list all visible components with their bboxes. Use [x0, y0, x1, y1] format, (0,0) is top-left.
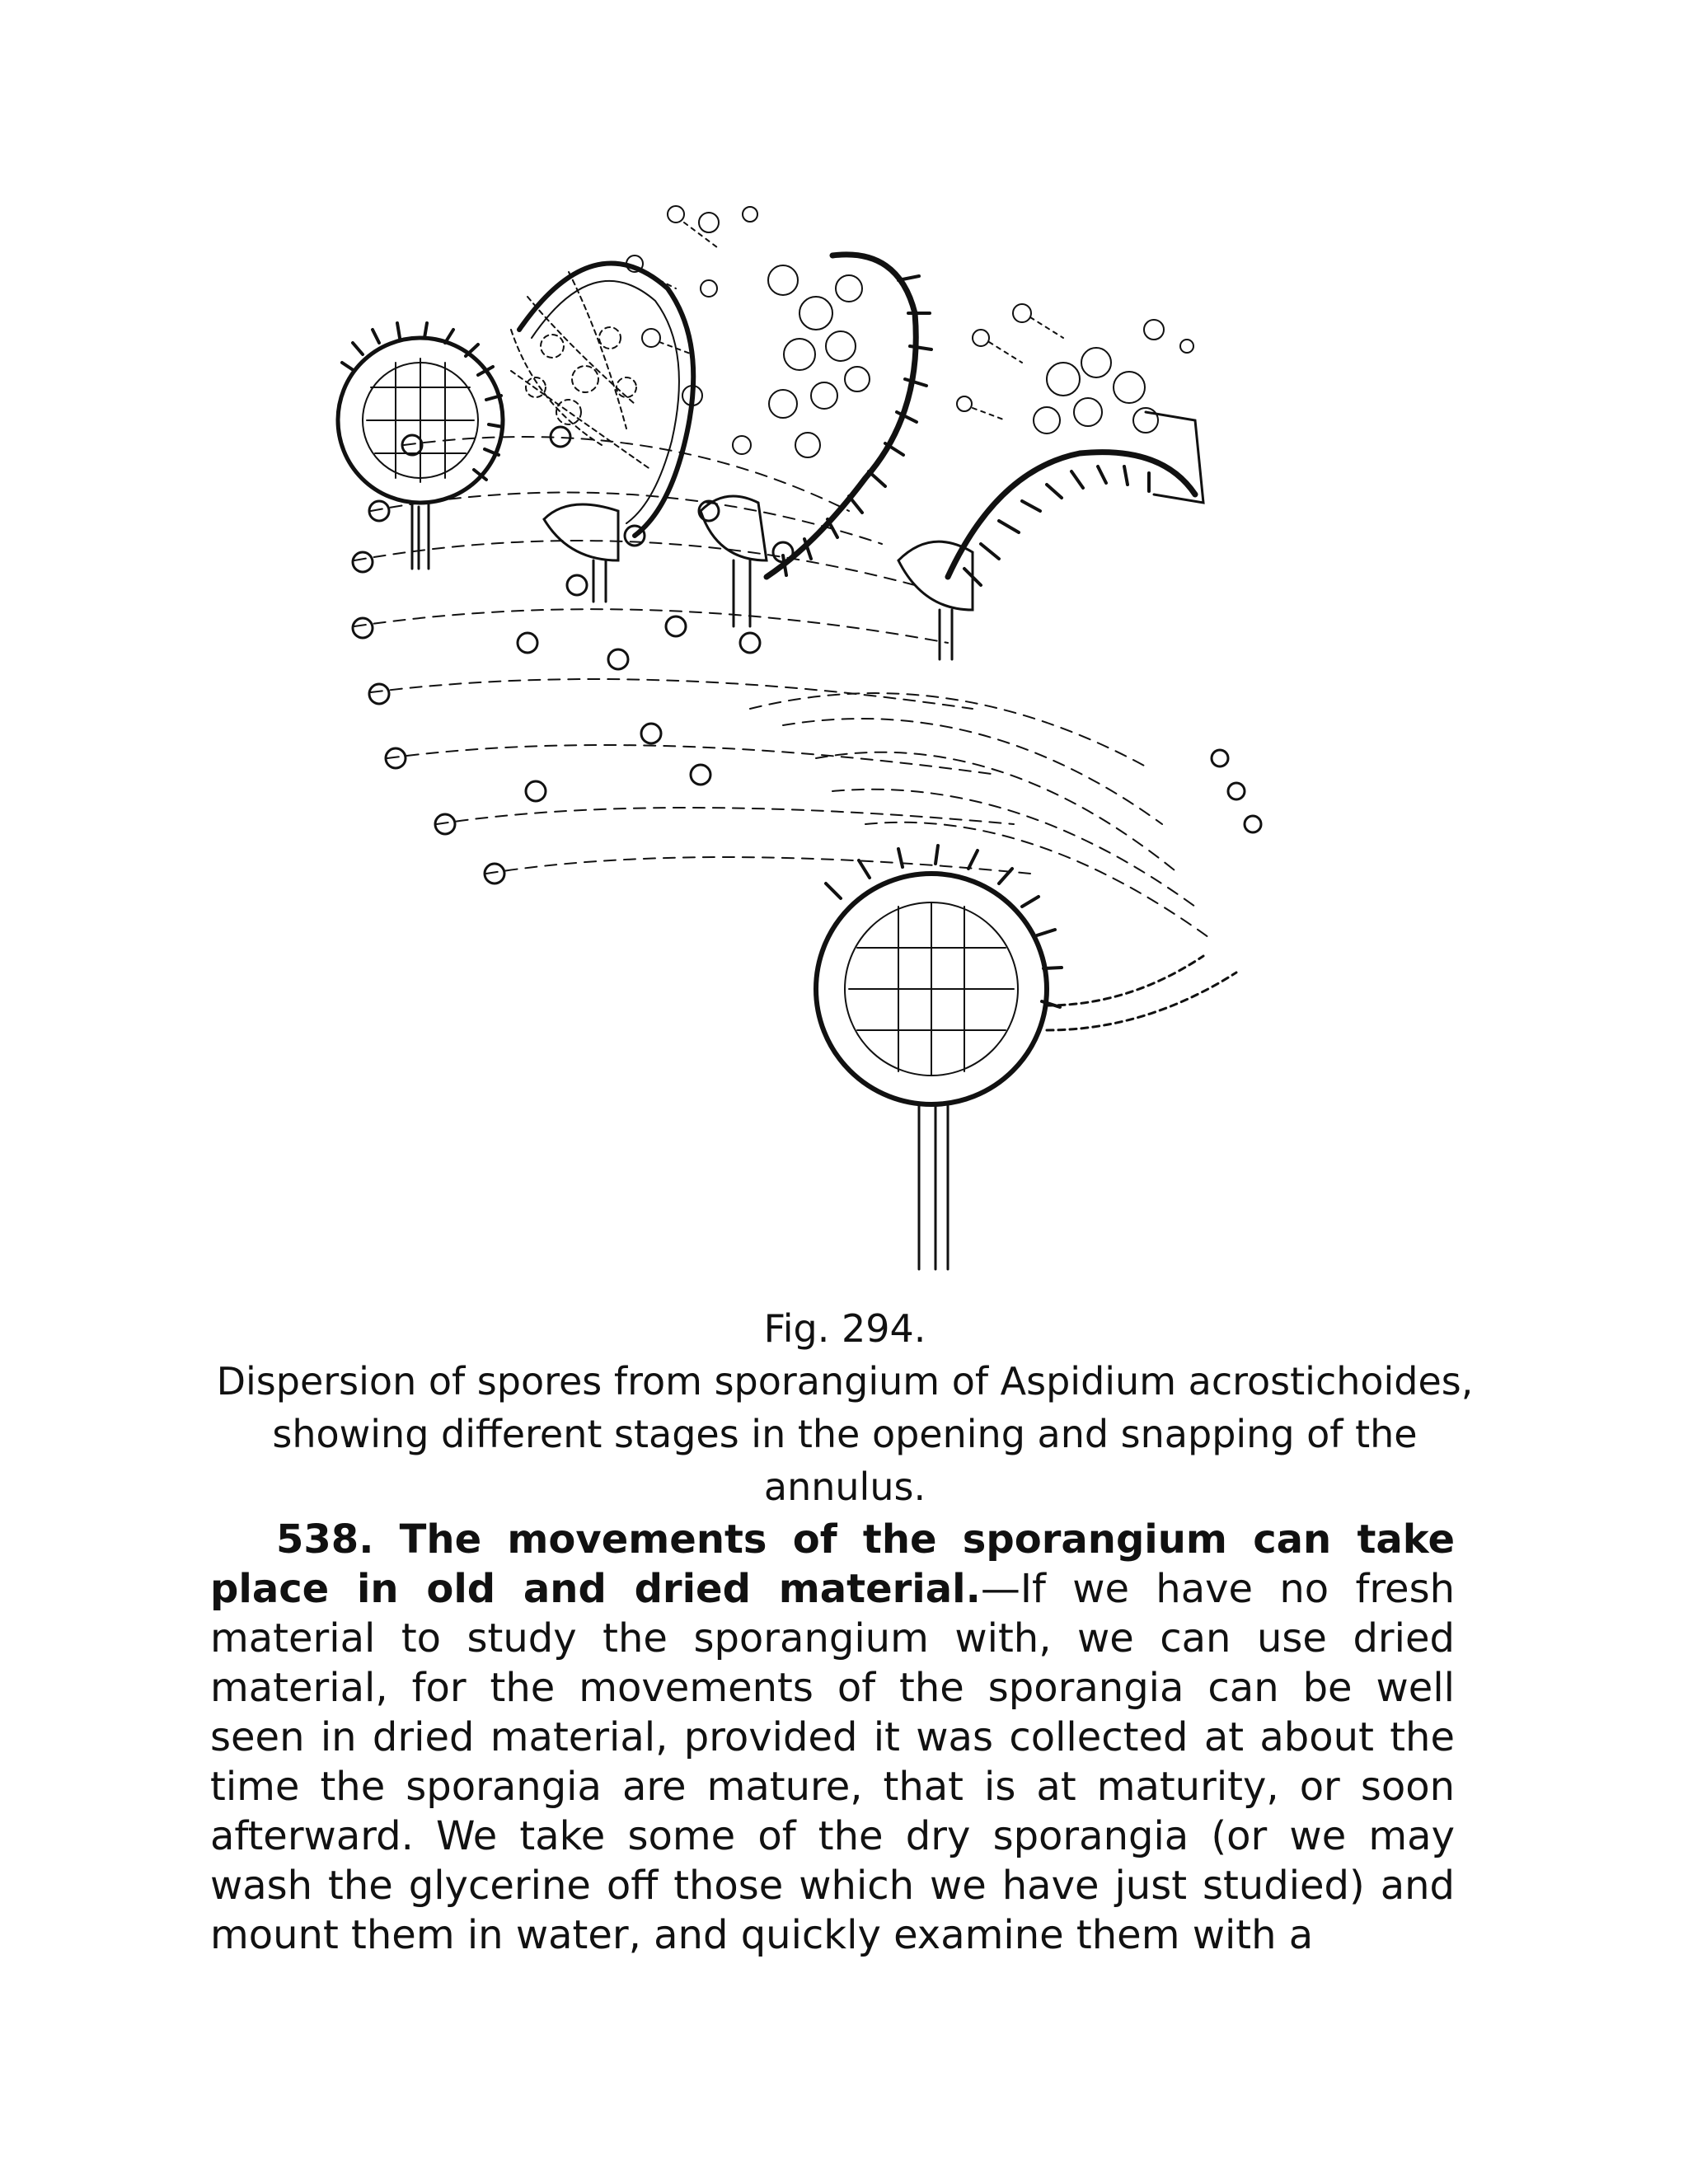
- figure-label: Fig. 294.: [763, 1306, 926, 1351]
- caption-line-2: showing different stages in the opening and snapping of the: [272, 1412, 1418, 1456]
- figure-caption: [165, 1302, 1525, 1513]
- spore-trajectories: [354, 437, 1212, 940]
- caption-line-3: annulus.: [763, 1465, 926, 1509]
- body-text: [210, 1515, 1455, 1960]
- paragraph: [210, 1515, 1455, 1960]
- sporangium-snapped: [898, 304, 1203, 659]
- sporangium-dispersing: [626, 206, 931, 626]
- section-heading: 538. The movements of the sporangium can take place in old and dried material.: [210, 1516, 1455, 1612]
- sporangium-bottom: [816, 846, 1236, 1269]
- sporangium-opening: [511, 264, 693, 602]
- sporangium-illustration: [321, 198, 1393, 1277]
- caption-line-1: Dispersion of spores from sporangium of Aspidium acrostichoides,: [216, 1359, 1474, 1404]
- sporangium-closed: [338, 323, 503, 569]
- paragraph-text: —If we have no fresh material to study the sporangium with, we can use dried material, for the movements of the sporangia can be well seen in dried material, provided it was collected at about the time the sporangia are mature, that is at maturity, or soon afterward. We take some of the dry sporangia (or we may wash the glycerine off those which we have just studied) and mount them in water, and quickly examine them with a: [210, 1566, 1456, 1958]
